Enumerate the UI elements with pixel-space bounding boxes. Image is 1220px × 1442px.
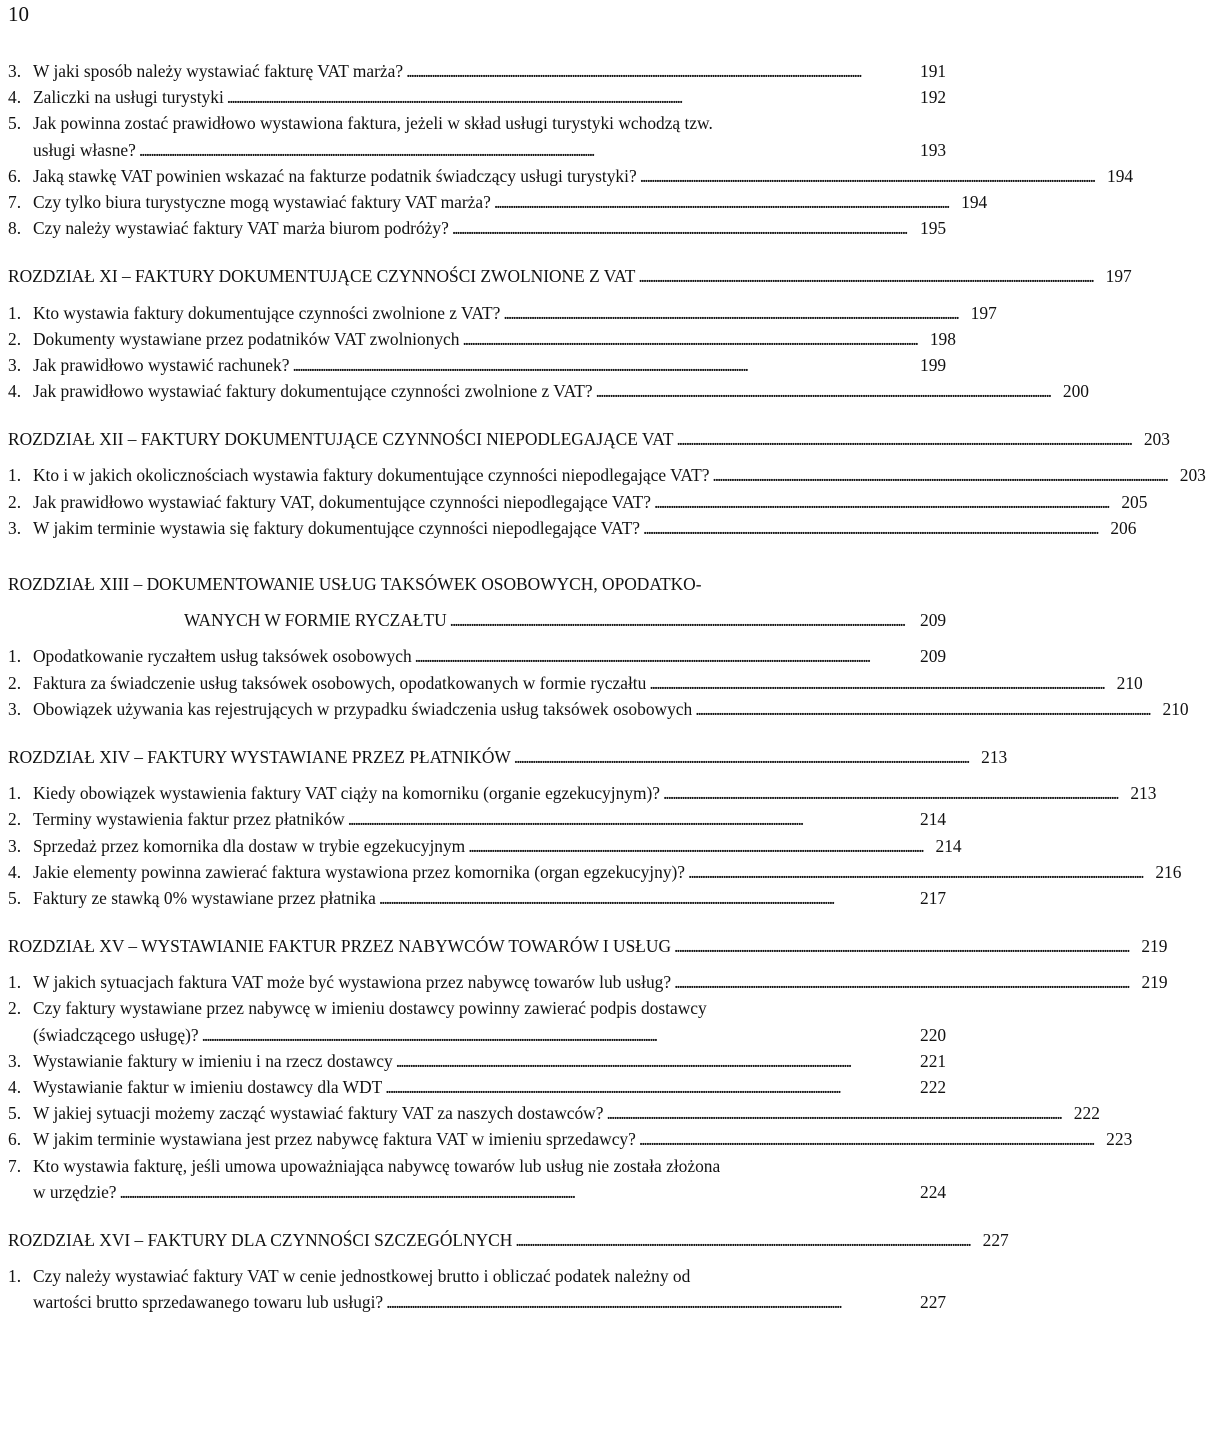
toc-entry [8, 1074, 960, 1100]
dot-leader [412, 643, 906, 669]
entry-page-number: 214 [935, 835, 962, 856]
toc-entry [8, 995, 960, 1021]
toc-entry [8, 1153, 960, 1179]
entry-title: Czy należy wystawiać faktury VAT marża biurom podróży? [33, 218, 449, 239]
entry-number: 7. [8, 1155, 22, 1176]
dot-leader [651, 489, 1107, 515]
entry-number: 2. [8, 491, 22, 512]
entry-page-number: 222 [1073, 1103, 1100, 1124]
dot-leader [224, 84, 906, 110]
table-of-contents [8, 58, 1206, 1316]
entry-title: W jakiej sytuacji możemy zacząć wystawiać faktury VAT za naszych dostawców? [33, 1103, 604, 1124]
entry-title: Dokumenty wystawiane przez podatników VAT zwolnionych [33, 328, 460, 349]
entry-title: Jak powinna zostać prawidłowo wystawiona faktura, jeżeli w skład usługi turystyki wchodzą tzw. [33, 113, 713, 134]
entry-title: Obowiązek używania kas rejestrujących w przypadku świadczenia usług taksówek osobowych [33, 698, 693, 719]
entry-title: Wystawianie faktur w imieniu dostawcy dla WDT [33, 1077, 383, 1097]
toc-entry [8, 378, 1089, 404]
entry-page-number: 203 [1179, 465, 1206, 486]
chapter-heading [8, 571, 960, 597]
entry-page-number: 198 [929, 328, 956, 349]
toc-entry-continuation [8, 1179, 960, 1205]
entry-number: 1. [8, 646, 22, 667]
toc-entry [8, 300, 997, 326]
toc-entry [8, 1126, 1133, 1152]
entry-page-number: 224 [920, 1181, 947, 1202]
entry-page-number: 214 [920, 809, 947, 830]
dot-leader [512, 1227, 968, 1253]
dot-leader [459, 326, 915, 352]
toc-entry [8, 1263, 960, 1289]
entry-page-number: 216 [1155, 861, 1182, 882]
entry-title: Kto wystawia fakturę, jeśli umowa upoważniająca nabywcę towarów lub usług nie została złożona [33, 1155, 721, 1176]
entry-number: 2. [8, 672, 22, 693]
chapter-heading [8, 933, 1168, 959]
toc-entry [8, 326, 960, 352]
entry-number: 3. [8, 517, 22, 538]
dot-leader [136, 137, 906, 163]
chapter-title-continuation: WANYCH W FORMIE RYCZAŁTU [184, 610, 447, 631]
entry-page-number: 194 [1107, 165, 1134, 186]
entry-number: 5. [8, 887, 22, 908]
page-number: 10 [8, 2, 29, 26]
dot-leader [709, 462, 1165, 488]
entry-page-number: 209 [920, 646, 947, 667]
toc-entry [8, 84, 960, 110]
dot-leader [671, 969, 1127, 995]
dot-leader [383, 1289, 906, 1315]
entry-title: W jakim terminie wystawiana jest przez nabywcę faktura VAT w imieniu sprzedawcy? [33, 1129, 636, 1150]
entry-number: 1. [8, 1266, 22, 1287]
entry-page-number: 220 [920, 1024, 947, 1045]
entry-page-number: 200 [1062, 381, 1089, 402]
entry-number: 2. [8, 809, 22, 830]
entry-title: Terminy wystawienia faktur przez płatników [33, 809, 345, 830]
dot-leader [500, 300, 956, 326]
chapter-page-number: 227 [982, 1229, 1009, 1250]
entry-title: Jak prawidłowo wystawiać faktury VAT, dokumentujące czynności niepodlegające VAT? [33, 491, 651, 512]
entry-number: 5. [8, 1103, 22, 1124]
toc-entry [8, 885, 960, 911]
entry-title-continuation: usługi własne? [33, 139, 136, 160]
dot-leader [491, 189, 947, 215]
entry-number: 3. [8, 698, 22, 719]
toc-entry-continuation [8, 1289, 960, 1315]
dot-leader [447, 607, 906, 633]
dot-leader [593, 378, 1049, 404]
entry-number: 8. [8, 218, 22, 239]
entry-title: Jak prawidłowo wystawiać faktury dokumentujące czynności zwolnione z VAT? [33, 381, 593, 402]
dot-leader [117, 1179, 906, 1205]
entry-title: Jak prawidłowo wystawić rachunek? [33, 354, 290, 375]
entry-number: 3. [8, 835, 22, 856]
dot-leader [692, 696, 1148, 722]
entry-number: 4. [8, 861, 22, 882]
entry-title: Kiedy obowiązek wystawienia faktury VAT ciąży na komorniku (organie egzekucyjnym)? [33, 783, 661, 804]
chapter-heading [8, 426, 1170, 452]
chapter-title: ROZDZIAŁ XI – FAKTURY DOKUMENTUJĄCE CZYNNOŚCI ZWOLNIONE Z VAT [8, 266, 636, 287]
dot-leader [685, 859, 1141, 885]
dot-leader [640, 515, 1096, 541]
entry-page-number: 192 [920, 87, 947, 108]
entry-page-number: 222 [920, 1077, 947, 1097]
chapter-heading [8, 263, 1132, 289]
entry-page-number: 205 [1121, 491, 1148, 512]
dot-leader [289, 352, 906, 378]
chapter-title: ROZDZIAŁ XIII – DOKUMENTOWANIE USŁUG TAKSÓWEK OSOBOWYCH, OPODATKO- [8, 574, 702, 594]
chapter-title: ROZDZIAŁ XVI – FAKTURY DLA CZYNNOŚCI SZCZEGÓLNYCH [8, 1229, 513, 1250]
entry-page-number: 193 [920, 139, 947, 160]
entry-number: 1. [8, 302, 22, 323]
toc-entry [8, 189, 988, 215]
toc-entry [8, 352, 960, 378]
entry-page-number: 210 [1116, 672, 1143, 693]
entry-number: 3. [8, 354, 22, 375]
entry-number: 7. [8, 191, 22, 212]
dot-leader [376, 885, 906, 911]
dot-leader [637, 163, 1093, 189]
entry-page-number: 210 [1162, 698, 1189, 719]
toc-entry [8, 833, 960, 859]
dot-leader [635, 263, 1091, 289]
entry-title: Czy tylko biura turystyczne mogą wystawiać faktury VAT marża? [33, 191, 491, 212]
dot-leader [671, 933, 1127, 959]
entry-number: 4. [8, 1077, 22, 1097]
dot-leader [636, 1126, 1092, 1152]
entry-page-number: 199 [920, 354, 947, 375]
toc-entry [8, 1048, 960, 1074]
chapter-heading [8, 744, 1008, 770]
dot-leader [382, 1074, 906, 1100]
entry-title: Czy należy wystawiać faktury VAT w cenie jednostkowej brutto i obliczać podatek należny od [33, 1266, 691, 1287]
toc-entry [8, 58, 960, 84]
chapter-title: ROZDZIAŁ XIV – FAKTURY WYSTAWIANE PRZEZ PŁATNIKÓW [8, 746, 511, 767]
entry-page-number: 197 [970, 302, 997, 323]
entry-number: 5. [8, 113, 22, 134]
toc-entry [8, 110, 960, 136]
entry-number: 4. [8, 87, 22, 108]
dot-leader [511, 744, 967, 770]
entry-number: 4. [8, 381, 22, 402]
entry-page-number: 194 [961, 191, 988, 212]
toc-entry [8, 1100, 1100, 1126]
dot-leader [393, 1048, 906, 1074]
dot-leader [449, 215, 906, 241]
entry-number: 2. [8, 328, 22, 349]
entry-title: Kto wystawia faktury dokumentujące czynności zwolnione z VAT? [33, 302, 501, 323]
entry-title: Jaką stawkę VAT powinien wskazać na fakturze podatnik świadczący usługi turystyki? [33, 165, 637, 186]
toc-entry [8, 163, 1134, 189]
toc-entry-continuation [8, 137, 960, 163]
toc-entry [8, 643, 960, 669]
entry-title: Opodatkowanie ryczałtem usług taksówek osobowych [33, 646, 412, 667]
entry-title: Sprzedaż przez komornika dla dostaw w trybie egzekucyjnym [33, 835, 466, 856]
entry-title: Faktury ze stawką 0% wystawiane przez płatnika [33, 887, 376, 908]
chapter-page-number: 203 [1143, 429, 1170, 450]
chapter-heading-continuation [8, 607, 960, 633]
toc-entry [8, 780, 1157, 806]
entry-number: 1. [8, 783, 22, 804]
entry-number: 6. [8, 165, 22, 186]
entry-page-number: 213 [1130, 783, 1157, 804]
entry-page-number: 221 [920, 1050, 947, 1071]
entry-page-number: 195 [920, 218, 947, 239]
toc-entry-continuation [8, 1022, 960, 1048]
dot-leader [660, 780, 1116, 806]
entry-title: Faktura za świadczenie usług taksówek osobowych, opodatkowanych w formie ryczałtu [33, 672, 647, 693]
chapter-title: ROZDZIAŁ XV – WYSTAWIANIE FAKTUR PRZEZ NABYWCÓW TOWARÓW I USŁUG [8, 936, 672, 957]
dot-leader [199, 1022, 906, 1048]
dot-leader [403, 58, 906, 84]
toc-entry [8, 670, 1143, 696]
chapter-page-number: 209 [920, 610, 947, 631]
entry-number: 3. [8, 1050, 22, 1071]
entry-title: Zaliczki na usługi turystyki [33, 87, 224, 108]
toc-entry [8, 462, 1206, 488]
dot-leader [646, 670, 1102, 696]
entry-number: 3. [8, 61, 22, 81]
entry-page-number: 191 [920, 61, 947, 81]
entry-number: 2. [8, 998, 22, 1019]
toc-entry [8, 806, 960, 832]
chapter-page-number: 219 [1141, 936, 1168, 957]
toc-entry [8, 969, 1168, 995]
entry-page-number: 223 [1106, 1129, 1133, 1150]
chapter-heading [8, 1227, 1009, 1253]
chapter-page-number: 213 [981, 746, 1008, 767]
dot-leader [465, 833, 921, 859]
entry-title-continuation: w urzędzie? [33, 1181, 117, 1202]
entry-title: W jakich sytuacjach faktura VAT może być wystawiona przez nabywcę towarów lub usług? [33, 972, 672, 993]
entry-number: 6. [8, 1129, 22, 1150]
entry-title-continuation: (świadczącego usługę)? [33, 1024, 199, 1045]
toc-entry [8, 489, 1148, 515]
dot-leader [603, 1100, 1059, 1126]
entry-title: W jakim terminie wystawia się faktury dokumentujące czynności niepodlegające VAT? [33, 517, 641, 538]
entry-number: 1. [8, 465, 22, 486]
chapter-title: ROZDZIAŁ XII – FAKTURY DOKUMENTUJĄCE CZYNNOŚCI NIEPODLEGAJĄCE VAT [8, 429, 674, 450]
toc-entry [8, 215, 960, 241]
dot-leader [345, 806, 906, 832]
entry-page-number: 206 [1110, 517, 1137, 538]
entry-title: Jakie elementy powinna zawierać faktura wystawiona przez komornika (organ egzekucyjny)? [33, 861, 686, 882]
entry-title: Czy faktury wystawiane przez nabywcę w imieniu dostawcy powinny zawierać podpis dostawcy [33, 998, 707, 1019]
entry-page-number: 227 [920, 1292, 947, 1313]
chapter-page-number: 197 [1105, 266, 1132, 287]
entry-number: 1. [8, 972, 22, 993]
entry-page-number: 217 [920, 887, 947, 908]
dot-leader [674, 426, 1130, 452]
entry-title-continuation: wartości brutto sprzedawanego towaru lub usługi? [33, 1292, 384, 1313]
entry-title: Kto i w jakich okolicznościach wystawia faktury dokumentujące czynności niepodlegające VAT? [33, 465, 710, 486]
entry-title: W jaki sposób należy wystawiać fakturę VAT marża? [33, 61, 404, 81]
toc-entry [8, 859, 1182, 885]
toc-entry [8, 696, 1189, 722]
entry-page-number: 219 [1141, 972, 1168, 993]
toc-entry [8, 515, 1137, 541]
entry-title: Wystawianie faktury w imieniu i na rzecz dostawcy [33, 1050, 393, 1071]
